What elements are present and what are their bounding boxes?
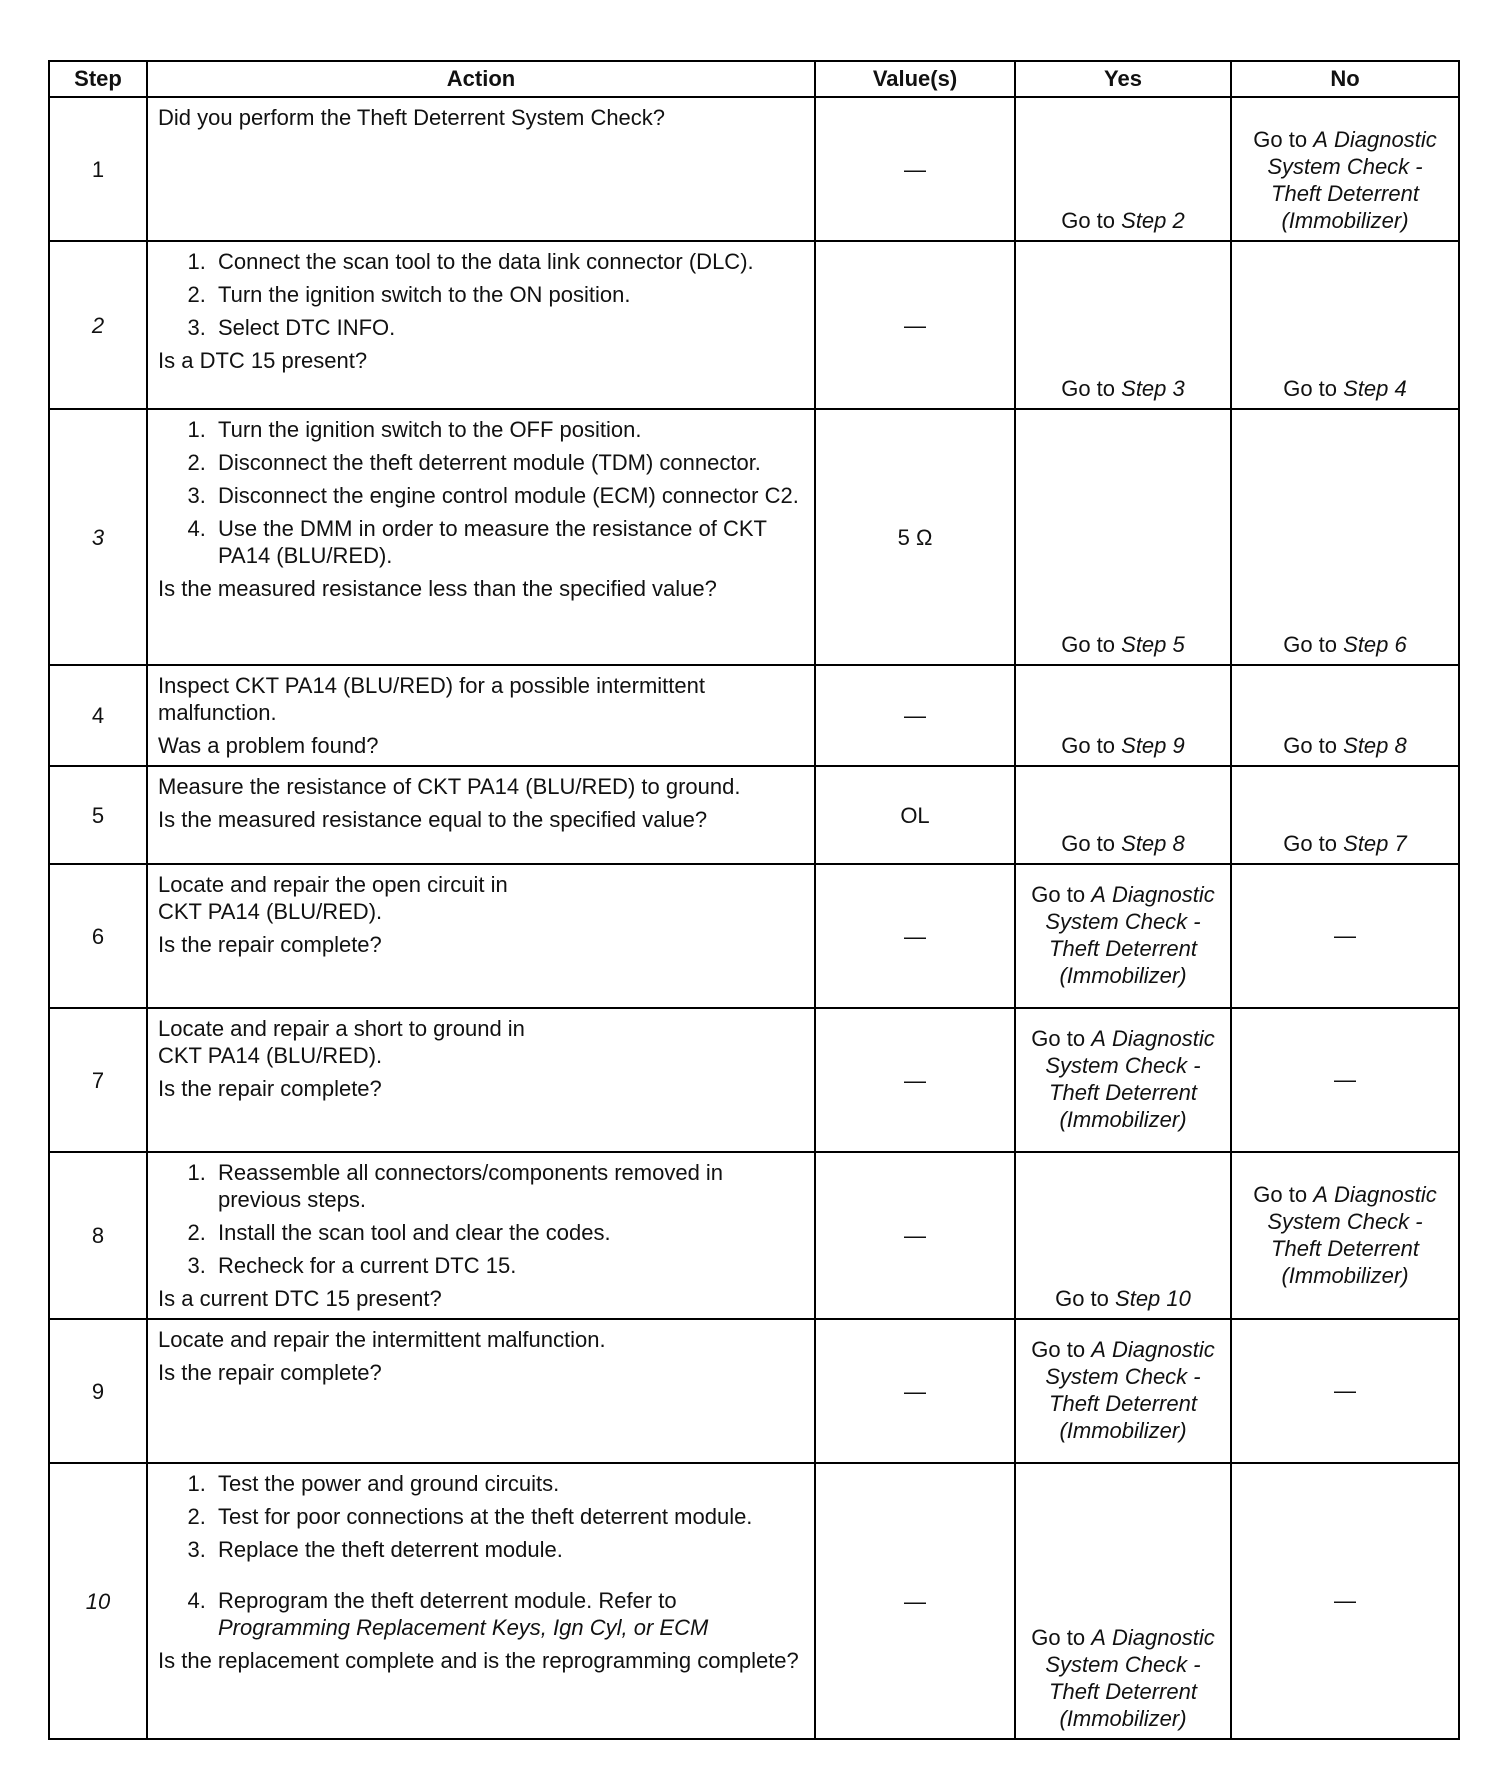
action-cell bbox=[147, 97, 815, 241]
step-ref-number: 10 bbox=[1166, 1286, 1191, 1311]
no-cell: — bbox=[1231, 1319, 1459, 1463]
table-row bbox=[49, 409, 1459, 665]
yes-cell bbox=[1015, 409, 1231, 665]
header-no: No bbox=[1231, 61, 1459, 97]
reference-link: Programming Replacement Keys, Ign Cyl, or ECM bbox=[218, 1615, 709, 1640]
goto-prefix: Go to bbox=[1061, 632, 1116, 657]
action-question: Is a current DTC 15 present? bbox=[158, 1286, 442, 1311]
action-step-text: Reprogram the theft deterrent module. Refer to bbox=[218, 1588, 677, 1613]
action-step: 1. Test the power and ground circuits. bbox=[212, 1470, 804, 1497]
no-cell bbox=[1231, 241, 1459, 409]
action-cell bbox=[147, 1319, 815, 1463]
table-row bbox=[49, 1152, 1459, 1319]
no-cell bbox=[1231, 665, 1459, 766]
no-cell: — bbox=[1231, 1463, 1459, 1739]
action-cell bbox=[147, 409, 815, 665]
no-cell: — bbox=[1231, 1008, 1459, 1152]
step-ref-number: 3 bbox=[1172, 376, 1185, 401]
step-ref-number: 7 bbox=[1394, 831, 1407, 856]
diag-link-a: A bbox=[1313, 1181, 1328, 1207]
diag-link-a: A bbox=[1313, 127, 1328, 152]
action-text: Locate and repair a short to ground in CKT PA14 (BLU/RED). bbox=[158, 1016, 525, 1068]
action-step: 2. Disconnect the theft deterrent module (TDM) connector. bbox=[212, 449, 804, 476]
goto-prefix: Go to bbox=[1031, 1026, 1086, 1051]
no-cell: — bbox=[1231, 864, 1459, 1008]
yes-cell bbox=[1015, 97, 1231, 241]
diag-link-a: A bbox=[1091, 1337, 1106, 1362]
step-word: Step bbox=[1343, 733, 1389, 758]
step-ref-number: 8 bbox=[1394, 733, 1407, 758]
table-row bbox=[49, 1319, 1459, 1463]
step-number: 2 bbox=[49, 241, 147, 409]
action-step: 2. Turn the ignition switch to the ON position. bbox=[212, 281, 804, 308]
yes-cell bbox=[1015, 864, 1231, 1008]
step-ref-number: 6 bbox=[1394, 632, 1407, 657]
header-step: Step bbox=[49, 61, 147, 97]
action-step: 4. Use the DMM in order to measure the resistance of CKT PA14 (BLU/RED). bbox=[212, 515, 804, 569]
action-question: Is the repair complete? bbox=[158, 932, 382, 957]
step-number: 5 bbox=[49, 766, 147, 864]
action-step: 1. Reassemble all connectors/components removed in previous steps. bbox=[212, 1159, 804, 1213]
goto-prefix: Go to bbox=[1061, 831, 1116, 856]
step-word: Step bbox=[1121, 208, 1167, 233]
goto-prefix: Go to bbox=[1253, 127, 1308, 152]
action-step: 1. Connect the scan tool to the data link connector (DLC). bbox=[212, 248, 804, 275]
action-text: Measure the resistance of CKT PA14 (BLU/RED) to ground. bbox=[158, 774, 741, 799]
action-text: Did you perform the Theft Deterrent System Check? bbox=[158, 105, 666, 130]
value-cell: — bbox=[815, 1008, 1015, 1152]
goto-prefix: Go to bbox=[1061, 208, 1116, 233]
action-cell bbox=[147, 1463, 815, 1739]
step-ref-number: 5 bbox=[1172, 632, 1185, 657]
action-steps-list bbox=[158, 1470, 804, 1641]
step-word: Step bbox=[1115, 1286, 1161, 1311]
step-word: Step bbox=[1121, 831, 1167, 856]
diag-link-a: A bbox=[1091, 1026, 1106, 1051]
action-step: 3. Replace the theft deterrent module. bbox=[212, 1536, 804, 1563]
step-ref-number: 8 bbox=[1172, 831, 1185, 856]
no-cell bbox=[1231, 1152, 1459, 1319]
action-cell bbox=[147, 864, 815, 1008]
goto-prefix: Go to bbox=[1061, 376, 1116, 401]
action-question: Is the replacement complete and is the reprogramming complete? bbox=[158, 1648, 799, 1673]
table-row bbox=[49, 665, 1459, 766]
action-step: 2. Test for poor connections at the theft deterrent module. bbox=[212, 1503, 804, 1530]
diag-link-text: Diagnostic System Check - Theft Deterrent (Immobilizer) bbox=[1267, 127, 1437, 233]
step-number: 9 bbox=[49, 1319, 147, 1463]
yes-cell bbox=[1015, 241, 1231, 409]
table-row bbox=[49, 864, 1459, 1008]
action-step: 3. Recheck for a current DTC 15. bbox=[212, 1252, 804, 1279]
step-number: 10 bbox=[49, 1463, 147, 1739]
header-values: Value(s) bbox=[815, 61, 1015, 97]
diag-link-text: Diagnostic System Check - Theft Deterrent (Immobilizer) bbox=[1045, 1625, 1215, 1731]
header-action: Action bbox=[147, 61, 815, 97]
yes-cell bbox=[1015, 1319, 1231, 1463]
action-step: 2. Install the scan tool and clear the codes. bbox=[212, 1219, 804, 1246]
action-text: Locate and repair the intermittent malfunction. bbox=[158, 1327, 606, 1352]
table-row bbox=[49, 1008, 1459, 1152]
action-step: 1. Turn the ignition switch to the OFF position. bbox=[212, 416, 804, 443]
action-question: Is a DTC 15 present? bbox=[158, 348, 368, 373]
diag-link-text: Diagnostic System Check - Theft Deterrent (Immobilizer) bbox=[1045, 1337, 1215, 1443]
action-steps-list bbox=[158, 248, 804, 341]
action-question: Is the repair complete? bbox=[158, 1076, 382, 1101]
action-cell bbox=[147, 1008, 815, 1152]
header-yes: Yes bbox=[1015, 61, 1231, 97]
step-word: Step bbox=[1343, 632, 1389, 657]
action-text: Inspect CKT PA14 (BLU/RED) for a possible intermittent malfunction. bbox=[158, 673, 705, 725]
action-question: Was a problem found? bbox=[158, 733, 379, 758]
value-cell: — bbox=[815, 665, 1015, 766]
table-row bbox=[49, 241, 1459, 409]
action-question: Is the repair complete? bbox=[158, 1360, 382, 1385]
yes-cell bbox=[1015, 1463, 1231, 1739]
step-number: 3 bbox=[49, 409, 147, 665]
action-step bbox=[212, 1587, 804, 1641]
diag-link-text: Diagnostic System Check - Theft Deterrent (Immobilizer) bbox=[1267, 1181, 1437, 1288]
step-number: 8 bbox=[49, 1152, 147, 1319]
value-cell: OL bbox=[815, 766, 1015, 864]
yes-cell bbox=[1015, 766, 1231, 864]
action-text: Locate and repair the open circuit in CKT PA14 (BLU/RED). bbox=[158, 872, 508, 924]
goto-prefix: Go to bbox=[1283, 733, 1338, 758]
diag-link-text: Diagnostic System Check - Theft Deterrent (Immobilizer) bbox=[1045, 882, 1215, 988]
no-cell bbox=[1231, 409, 1459, 665]
goto-prefix: Go to bbox=[1031, 882, 1086, 907]
action-step: 3. Select DTC INFO. bbox=[212, 314, 804, 341]
step-ref-number: 9 bbox=[1172, 733, 1185, 758]
diagnostic-table-wrapper bbox=[48, 60, 1458, 1740]
goto-prefix: Go to bbox=[1283, 632, 1338, 657]
step-number: 4 bbox=[49, 665, 147, 766]
value-cell: — bbox=[815, 97, 1015, 241]
value-cell: — bbox=[815, 241, 1015, 409]
goto-prefix: Go to bbox=[1031, 1337, 1086, 1362]
action-question: Is the measured resistance less than the specified value? bbox=[158, 576, 717, 601]
value-cell: 5 Ω bbox=[815, 409, 1015, 665]
diag-link-a: A bbox=[1091, 882, 1106, 907]
step-word: Step bbox=[1343, 376, 1389, 401]
step-word: Step bbox=[1343, 831, 1389, 856]
table-row bbox=[49, 1463, 1459, 1739]
step-word: Step bbox=[1121, 376, 1167, 401]
goto-prefix: Go to bbox=[1061, 733, 1116, 758]
goto-prefix: Go to bbox=[1253, 1181, 1308, 1207]
action-cell bbox=[147, 665, 815, 766]
action-steps-list bbox=[158, 416, 804, 569]
table-row bbox=[49, 766, 1459, 864]
action-step: 3. Disconnect the engine control module (ECM) connector C2. bbox=[212, 482, 804, 509]
action-cell bbox=[147, 766, 815, 864]
goto-prefix: Go to bbox=[1055, 1286, 1109, 1311]
step-number: 6 bbox=[49, 864, 147, 1008]
action-steps-list bbox=[158, 1159, 804, 1279]
yes-cell bbox=[1015, 665, 1231, 766]
action-cell bbox=[147, 1152, 815, 1319]
goto-prefix: Go to bbox=[1283, 376, 1338, 401]
action-cell bbox=[147, 241, 815, 409]
no-cell bbox=[1231, 97, 1459, 241]
header-row bbox=[49, 61, 1459, 97]
value-cell: — bbox=[815, 1152, 1015, 1319]
goto-prefix: Go to bbox=[1283, 831, 1338, 856]
step-number: 1 bbox=[49, 97, 147, 241]
step-number: 7 bbox=[49, 1008, 147, 1152]
action-question: Is the measured resistance equal to the specified value? bbox=[158, 807, 708, 832]
yes-cell bbox=[1015, 1008, 1231, 1152]
yes-cell bbox=[1015, 1152, 1231, 1319]
step-word: Step bbox=[1121, 632, 1167, 657]
table-row bbox=[49, 97, 1459, 241]
diag-link-a: A bbox=[1091, 1625, 1106, 1650]
value-cell: — bbox=[815, 864, 1015, 1008]
step-ref-number: 2 bbox=[1172, 208, 1185, 233]
step-word: Step bbox=[1121, 733, 1167, 758]
no-cell bbox=[1231, 766, 1459, 864]
step-ref-number: 4 bbox=[1394, 376, 1407, 401]
value-cell: — bbox=[815, 1463, 1015, 1739]
goto-prefix: Go to bbox=[1031, 1625, 1086, 1650]
diag-link-text: Diagnostic System Check - Theft Deterrent (Immobilizer) bbox=[1045, 1026, 1215, 1132]
value-cell: — bbox=[815, 1319, 1015, 1463]
diagnostic-table bbox=[48, 60, 1460, 1740]
